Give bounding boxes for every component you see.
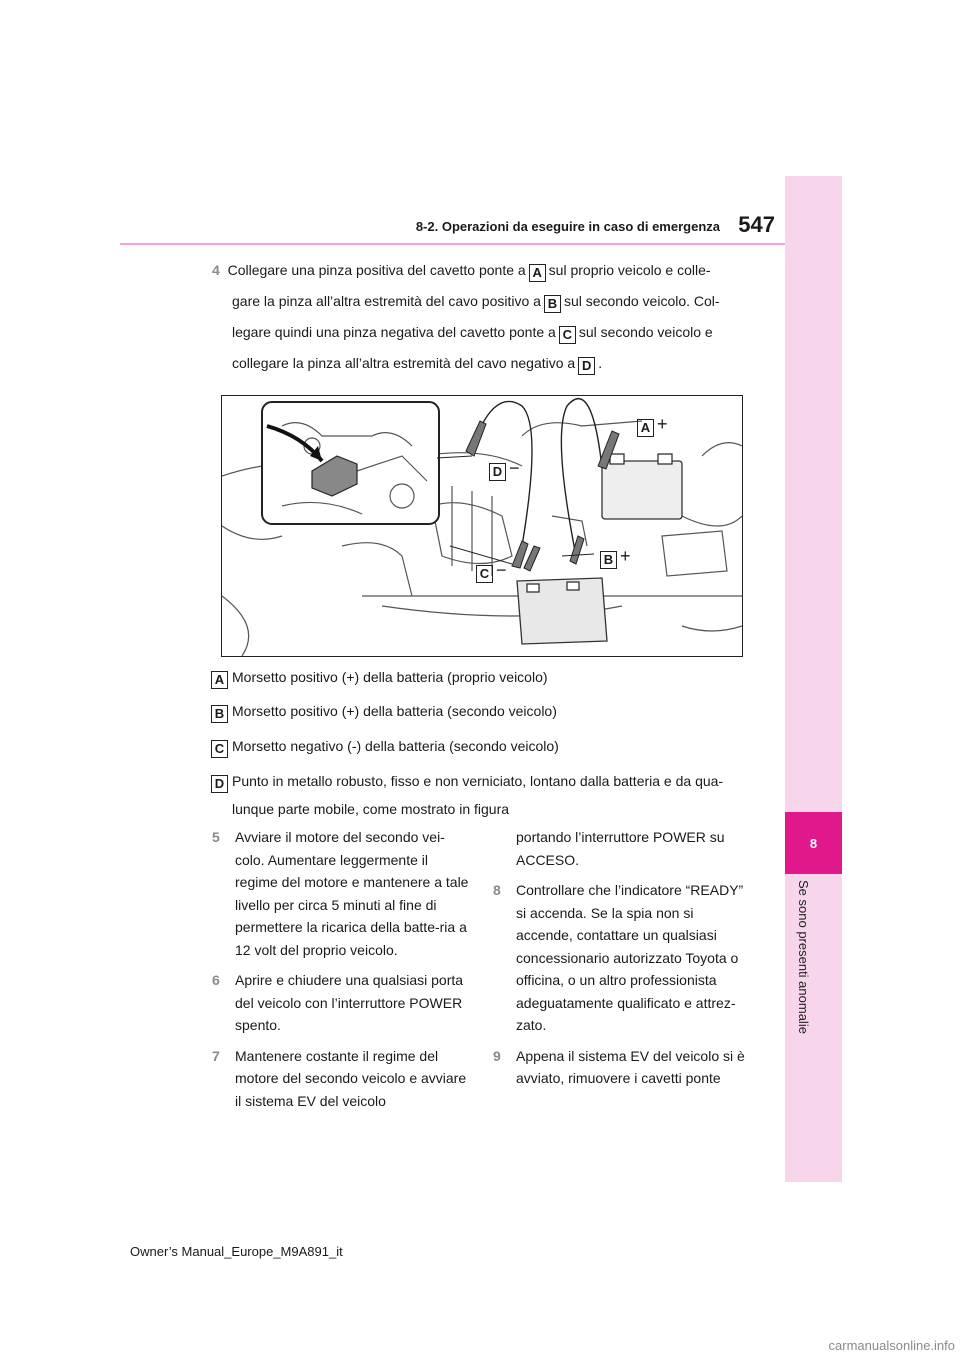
label-box-d: D — [578, 357, 595, 375]
step-4-line-3 — [212, 317, 752, 348]
figure-label-c: C − — [473, 560, 507, 583]
legend-item-d-cont: lunque parte mobile, come mostrato in figura — [232, 801, 510, 817]
step-text: Collegare una pinza positiva del cavetto ponte a — [227, 262, 526, 278]
step-number: 4 — [212, 262, 220, 278]
clamp — [466, 421, 486, 456]
step-text: sul proprio veicolo e colle- — [548, 262, 711, 278]
own-battery — [602, 454, 682, 519]
step-8: 8 Controllare che l’indicatore “READY” si accenda. Se la spia non si accende, contattare un qualsiasi concessionario autorizzato Toyota o officina, o un altro professionista adeguatamente qualificato e attrez-zato. — [493, 882, 744, 1033]
step-4-paragraph — [212, 255, 752, 379]
label-box-b: B — [544, 295, 561, 313]
legend-item-d: D Punto in metallo robusto, fisso e non verniciato, lontano dalla batteria e da qua- — [211, 767, 723, 795]
step-text: gare la pinza all’altra estremità del cavo positivo a — [232, 293, 541, 309]
jump-start-illustration — [221, 395, 743, 657]
section-title: 8-2. Operazioni da eseguire in caso di emergenza — [415, 219, 720, 234]
second-battery — [517, 578, 607, 644]
inset-detail — [262, 402, 439, 524]
chapter-title-vertical: Se sono presenti anomalie — [796, 880, 811, 1034]
chapter-number-badge: 8 — [785, 812, 842, 874]
figure-label-b: B + — [597, 546, 631, 569]
step-text: sul secondo veicolo. Col- — [563, 293, 720, 309]
step-4-line-4 — [212, 348, 752, 379]
header-rule — [120, 243, 785, 245]
step-4-line-2 — [212, 286, 752, 317]
step-text: . — [598, 355, 603, 371]
steps-right-column — [493, 826, 748, 1098]
step-7: 7 Mantenere costante il regime del motore del secondo veicolo e avviare il sistema EV del veicolo — [212, 1047, 467, 1109]
legend-item-a: A Morsetto positivo (+) della batteria (proprio veicolo) — [211, 663, 548, 691]
clamp — [570, 536, 584, 564]
step-text: sul secondo veicolo e — [578, 324, 713, 340]
step-9: 9 Appena il sistema EV del veicolo si è avviato, rimuovere i cavetti ponte — [493, 1047, 745, 1086]
page-number: 547 — [738, 212, 775, 237]
step-6: 6 Aprire e chiudere una qualsiasi porta del veicolo con l’interruttore POWER spento. — [212, 972, 464, 1033]
label-box-a: A — [529, 264, 546, 282]
manual-id-footer: Owner’s Manual_Europe_M9A891_it — [130, 1244, 343, 1259]
figure-label-d: D − — [486, 458, 520, 481]
step-7-continued: portando l’interruttore POWER su ACCESO. — [516, 829, 725, 868]
step-text: legare quindi una pinza negativa del cavetto ponte a — [232, 324, 556, 340]
step-text: collegare la pinza all’altra estremità del cavo negativo a — [232, 355, 576, 371]
step-5: 5 Avviare il motore del secondo vei-colo. Aumentare leggermente il regime del motore e mantenere a tale livello per circa 5 minuti al fine di permettere la ricarica della batte-ria a 12 volt del proprio veicolo. — [212, 829, 469, 958]
watermark: carmanualsonline.info — [828, 1338, 955, 1353]
steps-left-column — [212, 826, 470, 1120]
figure-label-a: A + — [634, 414, 668, 437]
legend-item-b: B Morsetto positivo (+) della batteria (secondo veicolo) — [211, 697, 557, 725]
legend-item-c: C Morsetto negativo (-) della batteria (secondo veicolo) — [211, 732, 559, 760]
label-box-c: C — [559, 326, 576, 344]
step-4-line-1 — [212, 255, 752, 286]
